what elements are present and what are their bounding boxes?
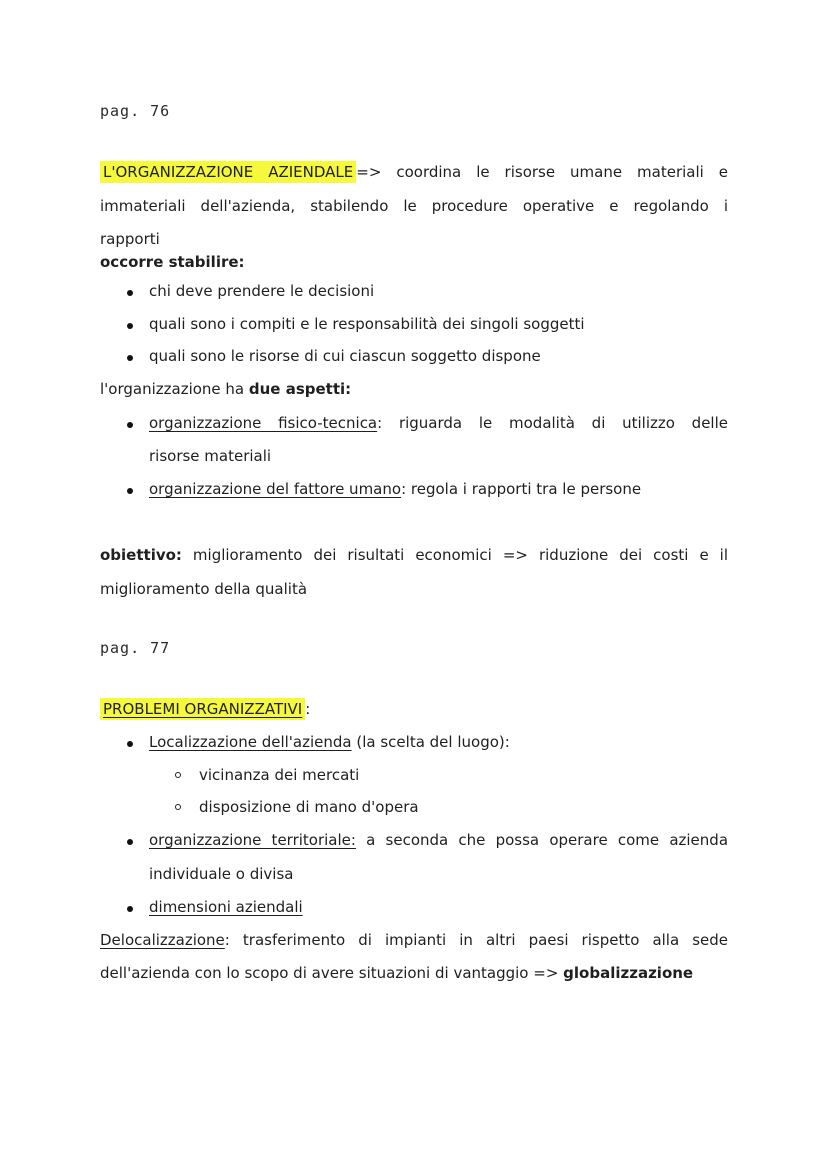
bullet-icon xyxy=(127,355,133,361)
bullet-icon xyxy=(127,906,133,912)
list-item: quali sono i compiti e le responsabilità dei singoli soggetti xyxy=(149,315,585,333)
section-title-problemi: PROBLEMI ORGANIZZATIVI xyxy=(100,698,305,720)
aspetti-intro: l'organizzazione ha due aspetti: xyxy=(100,380,352,398)
aspect-fisico-tecnica: organizzazione fisico-tecnica: riguarda le modalità di utilizzo delle xyxy=(149,414,728,432)
sub-list-item: disposizione di mano d'opera xyxy=(199,798,419,816)
occorre-stabilire-heading: occorre stabilire: xyxy=(100,253,245,271)
definition-line-2: immateriali dell'azienda, stabilendo le procedure operative e regolando i xyxy=(100,197,728,215)
delocalizzazione-line-1: Delocalizzazione: trasferimento di impianti in altri paesi rispetto alla sede xyxy=(100,931,728,949)
section-title-organizzazione: L'ORGANIZZAZIONE AZIENDALE xyxy=(100,161,356,183)
bullet-icon xyxy=(127,290,133,296)
territoriale-item: organizzazione territoriale: a seconda che possa operare come azienda xyxy=(149,831,729,849)
obiettivo-line-2: miglioramento della qualità xyxy=(100,580,308,598)
territoriale-line-2: individuale o divisa xyxy=(149,865,294,883)
sub-bullet-icon xyxy=(175,804,181,810)
problemi-heading: PROBLEMI ORGANIZZATIVI : xyxy=(100,699,828,719)
list-item: quali sono le risorse di cui ciascun soggetto dispone xyxy=(149,347,541,365)
page-number-77: pag. 77 xyxy=(100,639,171,657)
page-number-76: pag. 76 xyxy=(100,102,171,120)
obiettivo-line-1: obiettivo: miglioramento dei risultati economici => riduzione dei costi e il xyxy=(100,546,728,564)
dimensioni-item: dimensioni aziendali xyxy=(149,898,303,916)
bullet-icon xyxy=(127,422,133,428)
definition-line-3: rapporti xyxy=(100,230,160,248)
bullet-icon xyxy=(127,839,133,845)
bullet-icon xyxy=(127,741,133,747)
delocalizzazione-line-2: dell'azienda con lo scopo di avere situazioni di vantaggio => globalizzazione xyxy=(100,964,694,982)
definition-line-1: L'ORGANIZZAZIONE AZIENDALE => coordina le risorse umane materiali e xyxy=(100,162,728,182)
localizzazione-item: Localizzazione dell'azienda (la scelta del luogo): xyxy=(149,733,510,751)
aspect-fattore-umano: organizzazione del fattore umano: regola i rapporti tra le persone xyxy=(149,480,642,498)
aspect-fisico-tecnica-line-2: risorse materiali xyxy=(149,447,272,465)
list-item: chi deve prendere le decisioni xyxy=(149,282,375,300)
bullet-icon xyxy=(127,488,133,494)
bullet-icon xyxy=(127,323,133,329)
sub-list-item: vicinanza dei mercati xyxy=(199,766,360,784)
sub-bullet-icon xyxy=(175,772,181,778)
